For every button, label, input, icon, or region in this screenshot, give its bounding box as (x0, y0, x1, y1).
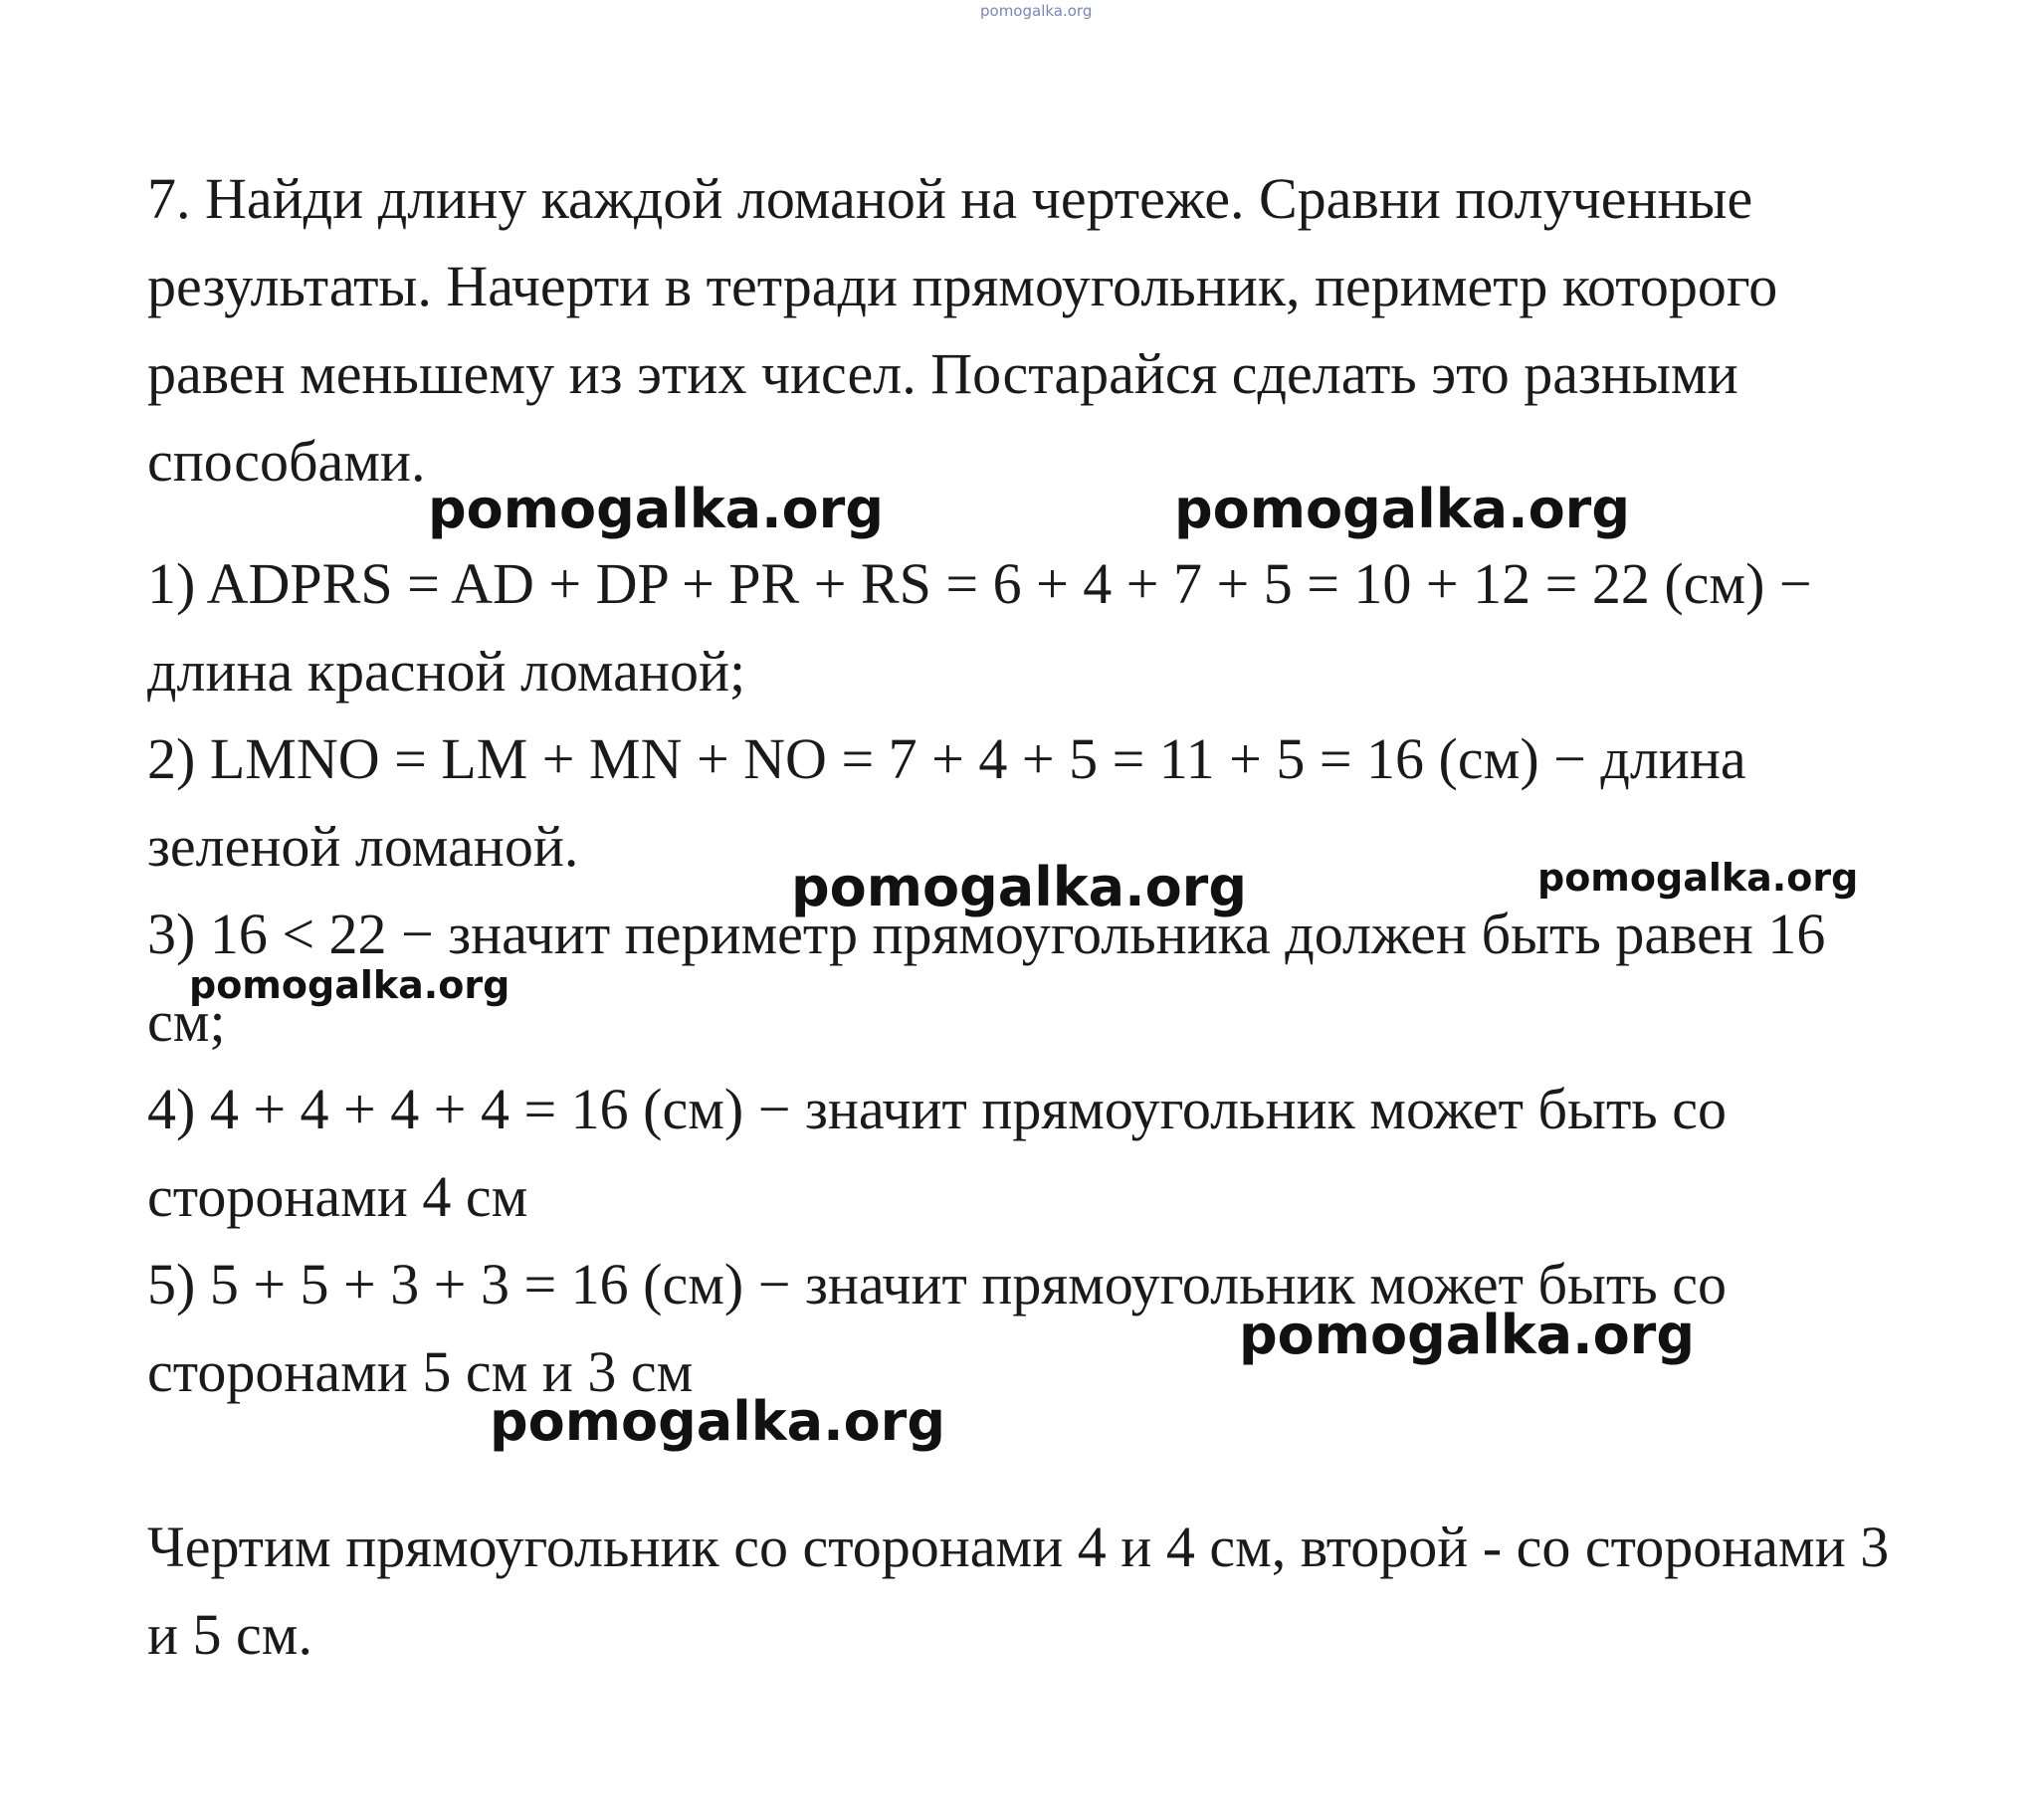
solution-line-5: 3) 16 < 22 − значит периметр прямоугольника должен быть равен 16 (147, 902, 1826, 966)
conclusion-line-2: и 5 см. (147, 1602, 312, 1667)
task-line-1: 7. Найди длину каждой ломаной на чертеже. Сравни полученные (147, 166, 1753, 231)
task-line-3: равен меньшему из этих чисел. Постарайся сделать это разными (147, 341, 1738, 406)
solution-line-9: 5) 5 + 5 + 3 + 3 = 16 (см) − значит прямоугольник может быть со (147, 1252, 1727, 1316)
header-site-label: pomogalka.org (980, 2, 1093, 20)
watermark: pomogalka.org (791, 856, 1247, 918)
conclusion-line-1: Чертим прямоугольник со сторонами 4 и 4 см, второй - со сторонами 3 (147, 1515, 1890, 1579)
task-line-4: способами. (147, 429, 426, 494)
solution-line-1: 1) ADPRS = AD + DP + PR + RS = 6 + 4 + 7 + 5 = 10 + 12 = 22 (см) − (147, 551, 1812, 616)
solution-line-2: длина красной ломаной; (147, 639, 746, 704)
watermark: pomogalka.org (490, 1390, 945, 1453)
solution-line-3: 2) LMNO = LM + MN + NO = 7 + 4 + 5 = 11 + 5 = 16 (см) − длина (147, 726, 1746, 791)
watermark: pomogalka.org (1174, 478, 1630, 540)
watermark: pomogalka.org (189, 963, 510, 1007)
solution-line-7: 4) 4 + 4 + 4 + 4 = 16 (см) − значит прямоугольник может быть со (147, 1077, 1727, 1141)
solution-line-10: сторонами 5 см и 3 см (147, 1339, 694, 1404)
watermark: pomogalka.org (1239, 1304, 1695, 1366)
solution-line-8: сторонами 4 см (147, 1164, 528, 1229)
solution-line-6: см; (147, 989, 226, 1054)
watermark: pomogalka.org (1537, 856, 1859, 900)
task-line-2: результаты. Начерти в тетради прямоугольник, периметр которого (147, 254, 1778, 318)
solution-line-4: зеленой ломаной. (147, 814, 579, 879)
watermark: pomogalka.org (428, 478, 884, 540)
